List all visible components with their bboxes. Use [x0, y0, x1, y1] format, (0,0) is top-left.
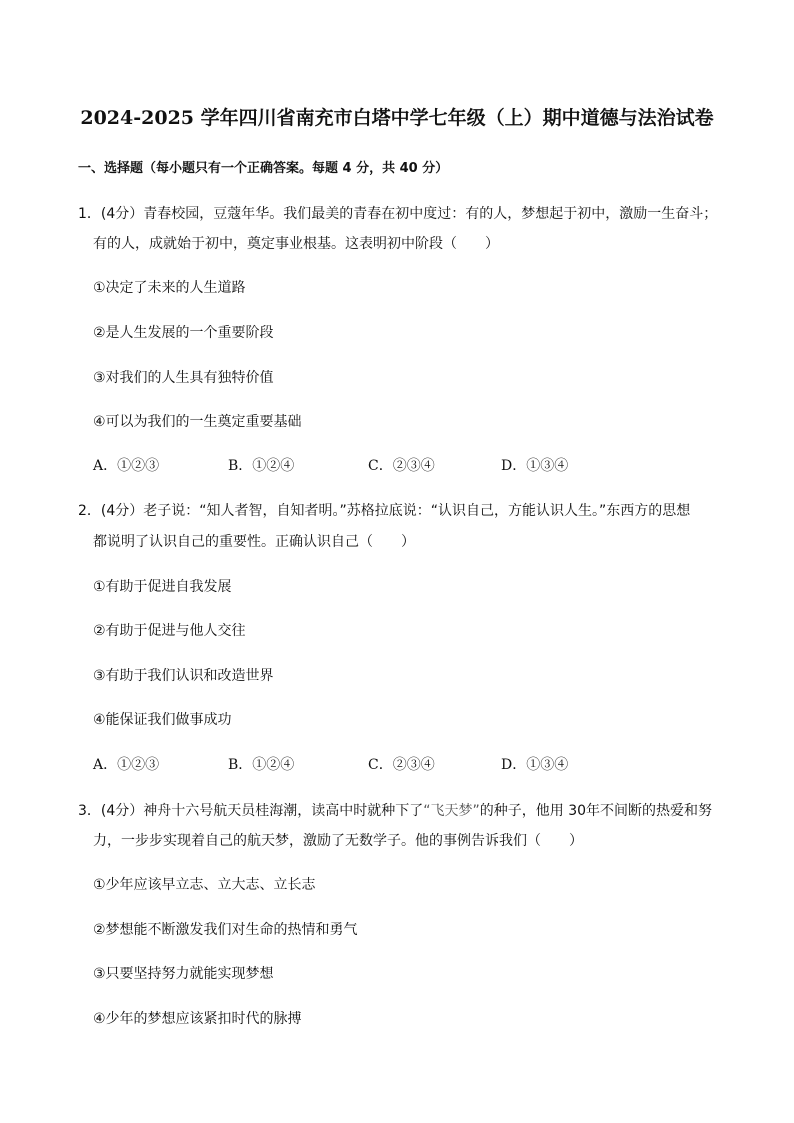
choice-d: D．①③④	[501, 757, 569, 773]
question-1-text: 1．(4分）青春校园，豆蔻年华。我们最美的青春在初中度过：有的人，梦想起于初中，激励一生奋斗；	[78, 206, 718, 222]
question-3-highlight: “飞天梦”	[423, 803, 480, 819]
choice-c: C．②③④	[368, 757, 435, 773]
question-3-text-b: 的种子，他用 30年不间断的热爱和努	[479, 803, 713, 819]
option-statement: ②是人生发展的一个重要阶段	[93, 325, 274, 341]
exam-title: 2024-2025 学年四川省南充市白塔中学七年级（上）期中道德与法治试卷	[80, 107, 714, 129]
section-heading: 一、选择题（每小题只有一个正确答案。每题 4 分，共 40 分）	[78, 161, 449, 176]
question-1-text-cont: 有的人，成就始于初中，奠定事业根基。这表明初中阶段（ ）	[93, 236, 499, 252]
option-statement: ③有助于我们认识和改造世界	[93, 668, 274, 684]
option-statement: ①有助于促进自我发展	[93, 579, 232, 595]
choice-a: A．①②③	[93, 458, 160, 474]
option-statement: ①决定了未来的人生道路	[93, 280, 246, 296]
question-2-text-cont: 都说明了认识自己的重要性。正确认识自己（ ）	[93, 534, 415, 550]
option-statement: ③只要坚持努力就能实现梦想	[93, 966, 274, 982]
option-statement: ①少年应该早立志、立大志、立长志	[93, 877, 316, 893]
choice-c: C．②③④	[368, 458, 435, 474]
choice-b: B．①②④	[228, 458, 295, 474]
option-statement: ④能保证我们做事成功	[93, 712, 232, 728]
question-2-text: 2．(4分）老子说：“知人者智，自知者明。”苏格拉底说：“认识自己，方能认识人生。”东西方的思想	[78, 503, 691, 519]
question-3-text-a: 3．(4分）神舟十六号航天员桂海潮，读高中时就种下了	[78, 803, 424, 819]
question-3-text-cont: 力，一步步实现着自己的航天梦，激励了无数学子。他的事例告诉我们（ ）	[93, 833, 583, 849]
question-3-text	[78, 800, 712, 820]
option-statement: ④可以为我们的一生奠定重要基础	[93, 414, 302, 430]
option-statement: ②有助于促进与他人交往	[93, 623, 246, 639]
option-statement: ③对我们的人生具有独特价值	[93, 370, 274, 386]
option-statement: ④少年的梦想应该紧扣时代的脉搏	[93, 1011, 302, 1027]
choice-a: A．①②③	[93, 757, 160, 773]
choice-d: D．①③④	[501, 458, 569, 474]
option-statement: ②梦想能不断激发我们对生命的热情和勇气	[93, 922, 358, 938]
choice-b: B．①②④	[228, 757, 295, 773]
